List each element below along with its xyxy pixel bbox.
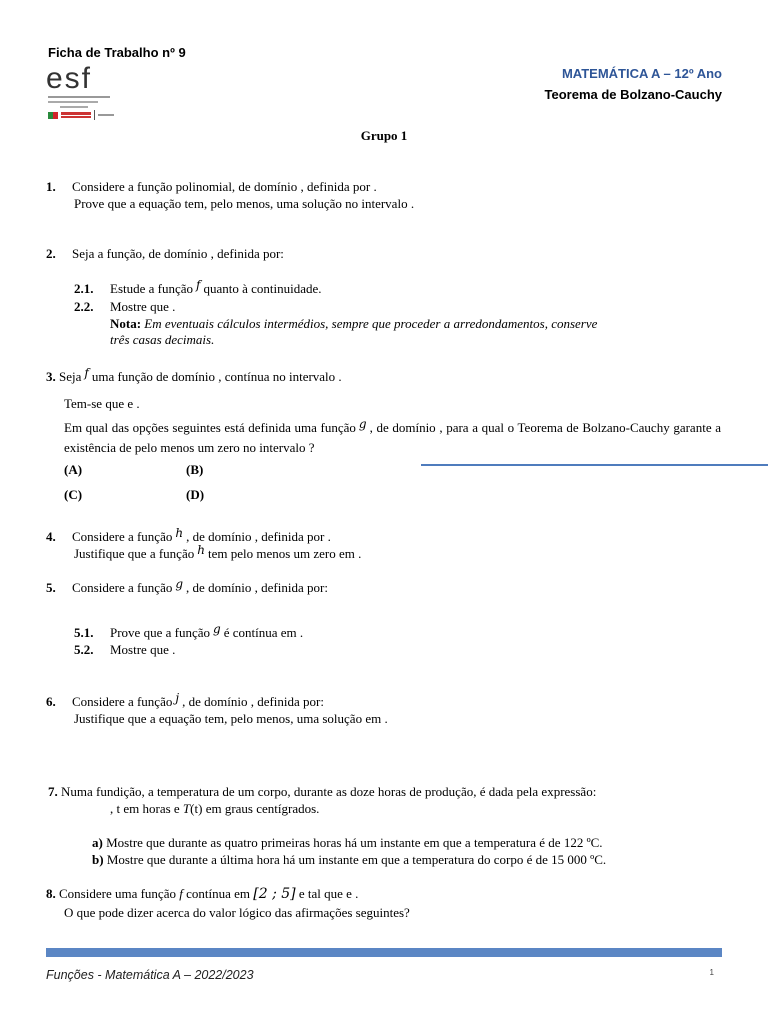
question-text-end: e tal que e .	[298, 886, 359, 901]
subquestion-text: Mostre que .	[110, 642, 176, 657]
interval-expression: [2 ; 5]	[253, 886, 296, 902]
question-number: 8.	[46, 886, 56, 901]
question-text-end: uma função de domínio , contínua no intervalo .	[91, 369, 342, 384]
divider-line	[421, 464, 768, 466]
subquestion-text-end: é contínua em .	[223, 625, 304, 640]
question-7-a	[92, 835, 603, 851]
question-text-end: , de domínio , definida por .	[186, 529, 331, 544]
subquestion-number: 5.2.	[74, 642, 94, 657]
worksheet-title: Ficha de Trabalho nº 9	[48, 45, 186, 60]
question-text-end: tem pelo menos um zero em .	[207, 546, 362, 561]
subquestion-number: 2.2.	[74, 299, 94, 314]
group-title: Grupo 1	[360, 128, 408, 143]
question-number: 3.	[46, 369, 56, 384]
item-text: Mostre que durante as quatro primeiras horas há um instante em que a temperatura é de 122 ºC.	[106, 835, 603, 850]
subquestion-text: Prove que a função	[110, 625, 210, 640]
subquestion-number: 5.1.	[74, 625, 94, 640]
question-text: Seja	[59, 369, 82, 384]
option-c: (C)	[64, 487, 83, 502]
function-symbol: f	[196, 278, 201, 292]
question-5	[46, 577, 328, 596]
paragraph-text: Em qual das opções seguintes está definida uma função	[64, 420, 356, 435]
question-number: 5.	[46, 580, 56, 595]
function-symbol: f	[84, 366, 89, 380]
question-text-end: , de domínio , definida por:	[186, 580, 328, 595]
question-7-line-2	[110, 801, 319, 817]
footer-bar	[46, 948, 722, 957]
question-8-line-2: O que pode dizer acerca do valor lógico das afirmações seguintes?	[64, 905, 410, 920]
question-2	[46, 246, 284, 262]
logo-lettering: esf	[46, 62, 93, 95]
subject-heading: MATEMÁTICA A – 12º Ano	[561, 66, 722, 81]
subquestion-text: Mostre que .	[110, 299, 176, 314]
question-text: Considere a função polinomial, de domínio , definida por .	[72, 179, 377, 194]
question-3-condition: Tem-se que e .	[64, 396, 140, 411]
topic-heading: Teorema de Bolzano-Cauchy	[544, 87, 722, 102]
temperature-argument: (t)	[190, 801, 203, 816]
question-text: Justifique que a função	[74, 546, 195, 561]
question-7	[48, 784, 596, 800]
function-symbol: g	[213, 622, 221, 636]
question-1	[46, 179, 377, 195]
function-symbol: g	[175, 577, 184, 591]
temperature-symbol: T	[182, 801, 191, 816]
question-number: 1.	[46, 179, 56, 194]
question-text: , t em horas e	[110, 801, 180, 816]
question-text-middle: contínua em	[186, 886, 250, 901]
note-label: Nota:	[110, 316, 142, 331]
question-text-end: em graus centígrados.	[205, 801, 320, 816]
question-number: 2.	[46, 246, 56, 261]
question-4	[46, 526, 331, 545]
question-5-1	[74, 622, 304, 641]
question-2-2	[74, 299, 175, 315]
question-text: Considere a função	[72, 580, 173, 595]
question-text: Seja a função, de domínio , definida por:	[72, 246, 284, 261]
question-text: Considere a função	[72, 694, 173, 709]
note-text-line-2: três casas decimais.	[110, 332, 215, 347]
subquestion-number: 2.1.	[74, 281, 94, 296]
question-6	[46, 691, 324, 710]
question-text: Numa fundição, a temperatura de um corpo, durante as doze horas de produção, é dada pela expressão:	[61, 784, 597, 799]
subquestion-text: Estude a função	[110, 281, 194, 296]
question-number: 4.	[46, 529, 56, 544]
paragraph-text-end: , de domínio , para a qual o Teorema de Bolzano-Cauchy garante a existência de pelo menos um zero no intervalo ?	[64, 420, 721, 455]
item-text: Mostre que durante a última hora há um instante em que a temperatura do corpo é de 15 000 ºC.	[106, 852, 607, 867]
note-text: Em eventuais cálculos intermédios, sempre que proceder a arredondamentos, conserve	[144, 316, 598, 331]
question-4-line-2	[74, 543, 362, 562]
subquestion-text-end: quanto à continuidade.	[203, 281, 322, 296]
item-label: a)	[92, 835, 103, 850]
function-symbol: f	[179, 886, 183, 901]
question-text: Considere uma função	[59, 886, 176, 901]
question-6-line-2: Justifique que a equação tem, pelo menos, uma solução em .	[74, 711, 388, 726]
question-text-end: , de domínio , definida por:	[182, 694, 324, 709]
school-logo	[46, 62, 132, 122]
question-8	[46, 886, 358, 902]
note	[110, 316, 597, 332]
option-b: (B)	[186, 462, 204, 477]
question-3-paragraph	[64, 418, 721, 457]
page-number: 1	[709, 968, 714, 977]
question-1-line-2: Prove que a equação tem, pelo menos, uma solução no intervalo .	[74, 196, 415, 211]
question-3	[46, 366, 342, 385]
function-symbol: h	[175, 526, 184, 540]
question-text: Considere a função	[72, 529, 173, 544]
question-7-b	[92, 852, 606, 868]
option-d: (D)	[186, 487, 205, 502]
question-2-1	[74, 278, 322, 297]
question-5-2	[74, 642, 175, 658]
item-label: b)	[92, 852, 104, 867]
function-symbol: h	[197, 543, 205, 557]
function-symbol: g	[358, 417, 367, 431]
function-symbol: j	[175, 691, 180, 705]
footer-text: Funções - Matemática A – 2022/2023	[46, 968, 254, 982]
option-a: (A)	[64, 462, 83, 477]
question-number: 6.	[46, 694, 56, 709]
question-number: 7.	[48, 784, 58, 799]
